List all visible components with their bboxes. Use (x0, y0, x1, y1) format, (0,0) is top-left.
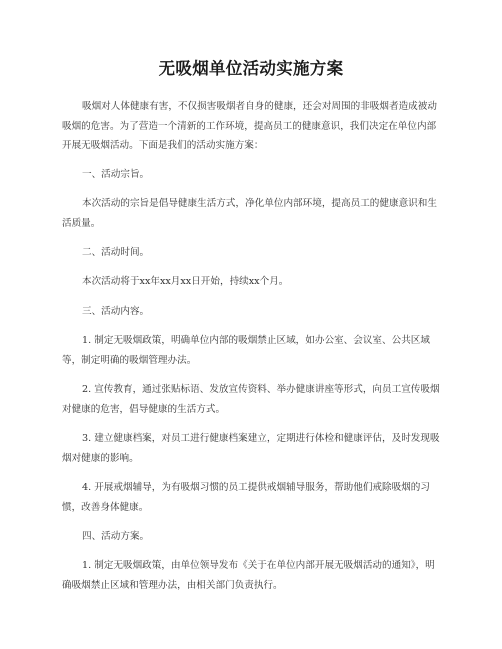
plan-item-1: 1. 制定无吸烟政策，由单位领导发布《关于在单位内部开展无吸烟活动的通知》，明确吸烟禁止区域和管理办法，由相关部门负责执行。 (62, 560, 435, 591)
intro-paragraph: 吸烟对人体健康有害，不仅损害吸烟者自身的健康，还会对周围的非吸烟者造成被动吸烟的危害。为了营造一个清新的工作环境，提高员工的健康意识，我们决定在单位内部开展无吸烟活动。下面是我们的活动实施方案： (62, 101, 437, 151)
section-heading-purpose: 一、活动宗旨。 (82, 169, 150, 180)
purpose-paragraph: 本次活动的宗旨是倡导健康生活方式，净化单位内部环境，提高员工的健康意识和生活质量。 (62, 198, 437, 229)
time-paragraph: 本次活动将于xx年xx月xx日开始，持续xx个月。 (82, 276, 289, 287)
section-heading-content: 三、活动内容。 (82, 306, 150, 317)
document-title: 无吸烟单位活动实施方案 (158, 59, 344, 78)
content-item-3: 3. 建立健康档案，对员工进行健康档案建立，定期进行体检和健康评估，及时发现吸烟对健康的影响。 (62, 433, 440, 464)
content-item-1: 1. 制定无吸烟政策，明确单位内部的吸烟禁止区域，如办公室、会议室、公共区域等，制定明确的吸烟管理办法。 (62, 335, 430, 366)
content-item-4: 4. 开展戒烟辅导，为有吸烟习惯的员工提供戒烟辅导服务，帮助他们戒除吸烟的习惯，改善身体健康。 (62, 482, 430, 513)
section-heading-time: 二、活动时间。 (82, 247, 150, 258)
content-item-2: 2. 宣传教育，通过张贴标语、发放宣传资料、举办健康讲座等形式，向员工宣传吸烟对健康的危害，倡导健康的生活方式。 (62, 384, 440, 415)
section-heading-plan: 四、活动方案。 (82, 531, 150, 542)
